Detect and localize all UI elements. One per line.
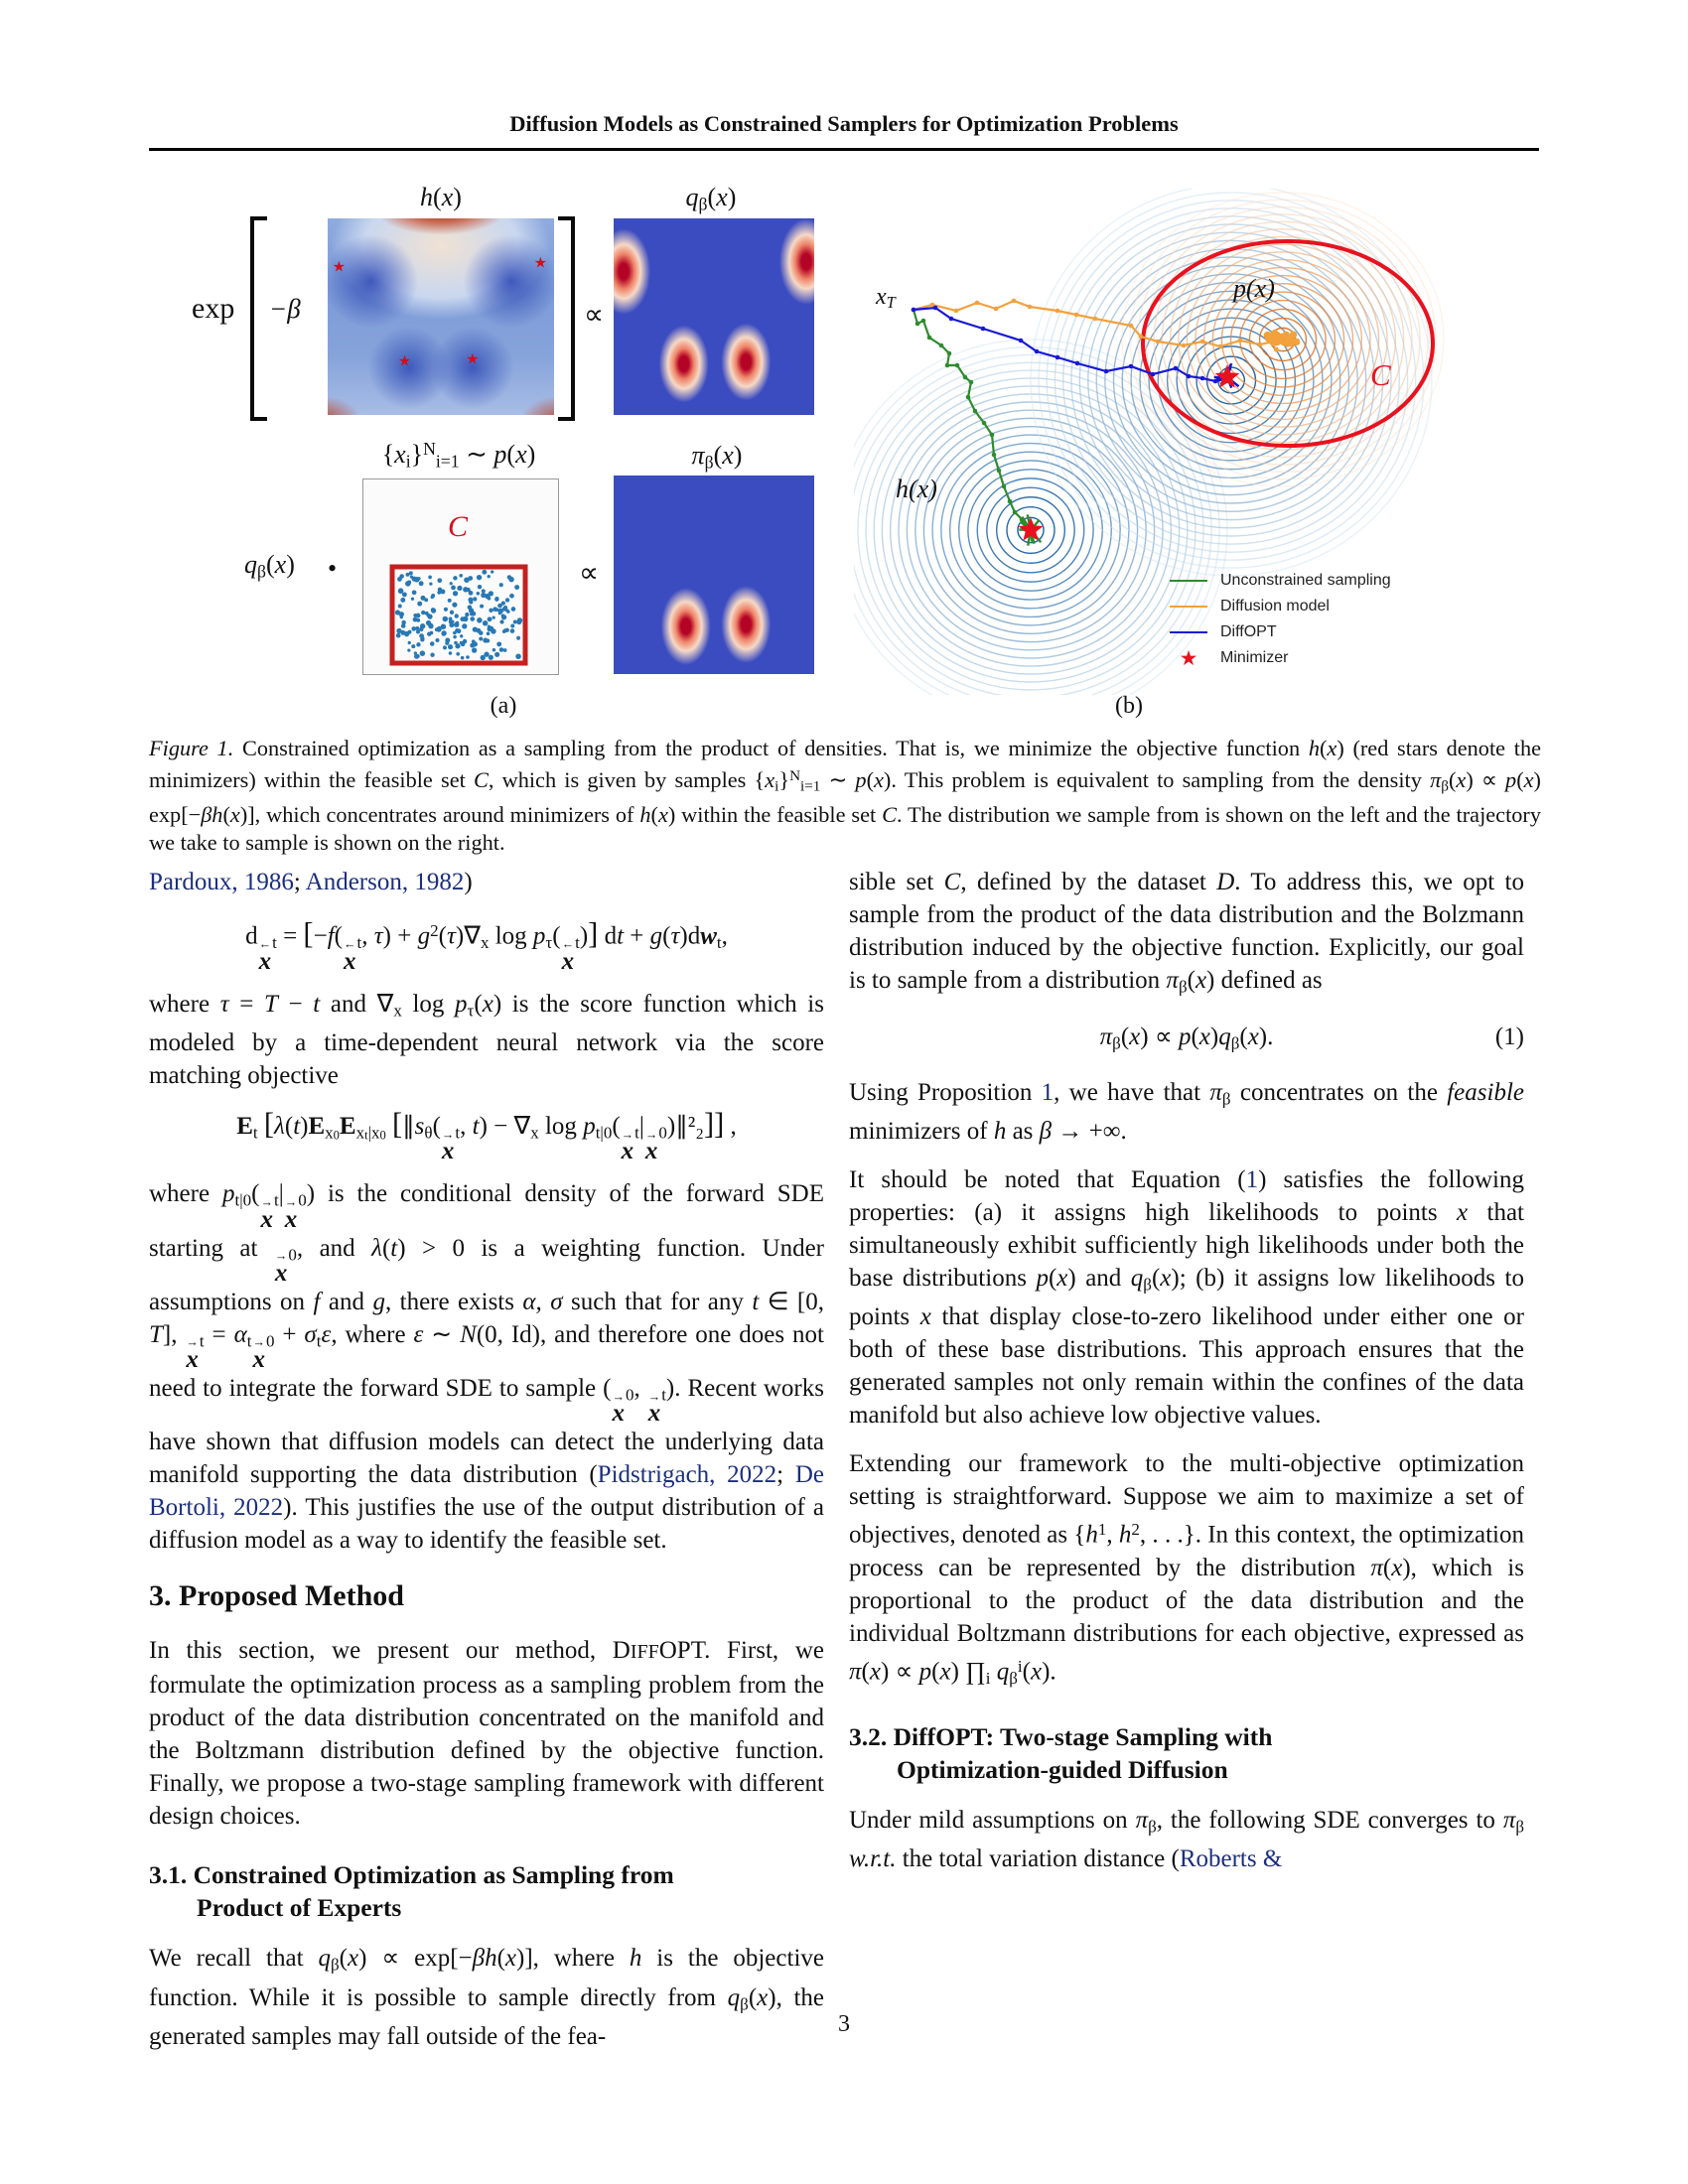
continuation-line: Pardoux, 1986; Anderson, 1982)	[149, 869, 473, 895]
label-qbeta-title: qβ(x)	[685, 183, 737, 214]
legend-star-icon: ★	[1179, 646, 1198, 670]
contour-trajectory-plot	[854, 189, 1559, 695]
legend-label: Minimizer	[1220, 649, 1289, 666]
scatter-dots	[363, 479, 558, 674]
legend-label: Diffusion model	[1220, 598, 1330, 614]
product-dot: •	[328, 554, 338, 583]
label-pibeta-title: πβ(x)	[691, 441, 743, 473]
label-px: p(x)	[1233, 274, 1275, 303]
page-number: 3	[838, 2011, 850, 2037]
legend-label: DiffOPT	[1220, 623, 1277, 640]
feasible-set-label: C	[447, 510, 469, 543]
citation-link[interactable]: 1	[1245, 1165, 1259, 1193]
paragraph: sible set C, defined by the dataset D. To address this, we opt to sample from the product of the data distribution and the Bolzmann distribution induced by the objective function. Explicitly, our goal is to sample from a distribution πβ(x) defined as	[849, 869, 1524, 997]
paragraph: It should be noted that Equation (1) satisfies the following properties: (a) it assigns high likelihoods to points x that simultaneously exhibit sufficiently high likelihoods under both the base distributions p(x) and qβ(x); (b) it assigns low likelihoods to points x that display close-to-zero likelihood under either one or both of these base distributions. This approach ensures that the generated samples not only remain within the confines of the data manifold but also achieve low objective values.	[849, 1165, 1524, 1429]
paragraph: Under mild assumptions on πβ, the following SDE converges to πβ w.r.t. the total variation distance (Roberts &	[849, 1806, 1524, 1872]
legend-row	[1170, 594, 1391, 619]
right-bracket	[558, 216, 575, 421]
citation-link[interactable]: De Bortoli, 2022	[149, 1461, 824, 1522]
label-hx-title: h(x)	[420, 183, 462, 211]
paragraph: where pt|0( → x t| → x 0) is the conditional density of the forward SDE starting at → x 0, and λ(t) > 0 is a weighting function. Under assumptions on f and g, there exists α, σ such that for any t ∈ [0, T], → x t = αt → x 0 + σtε, where ε ∼ N(0, Id), and therefore one does not need to integrate the forward SDE to sample ( → x 0, → x t). Recent works have shown that diffusion models can detect the underlying data manifold supporting the data distribution (Pidstrigach, 2022; De Bortoli, 2022). This justifies the use of the output distribution of a diffusion model as a way to identify the feasible set.	[149, 1180, 824, 1555]
plot-legend	[1170, 568, 1391, 671]
paragraph: We recall that qβ(x) ∝ exp[−βh(x)], where h is the objective function. While it is possible to sample directly from qβ(x), the generated samples may fall outside of the fea-	[149, 1945, 825, 2050]
paragraph: In this section, we present our method, DIFFOPT. First, we formulate the optimization process as a sampling problem from the product of the data distribution concentrated on the manifold and the Boltzmann distribution defined by the objective function. Finally, we propose a two-stage sampling framework with different design choices.	[149, 1637, 824, 1831]
heatmap-objective-hx	[328, 218, 554, 415]
equation-score-matching: Et [$\lambda(t)Ex_0Ex_t|x_0$ [∥sθ( → x t, t) − ∇x log pt|0( → x t| → x 0)∥²₂]] ,	[236, 1107, 737, 1165]
exp-operator: exp	[192, 292, 235, 325]
scatter-samples-panel	[362, 478, 559, 675]
subfigure-b-label: (b)	[1115, 693, 1143, 719]
label-qbeta-factor: qβ(x)	[244, 550, 295, 582]
section-heading-3: 3. Proposed Method	[149, 1579, 404, 1613]
minimizer-star-icon: ★	[332, 259, 347, 275]
minimizer-star-icon: ★	[397, 353, 412, 370]
header-rule	[149, 148, 1539, 151]
paragraph: Extending our framework to the multi-objective optimization setting is straightforward. Suppose we aim to maximize a set of objectives, denoted as {$h^1$, $h^2$, . . .}. In this context, the optimization process can be represented by the distribution π(x), which is proportional to the product of the data distribution and the individual Boltzmann distributions for each objective, expressed as π(x) ∝ p(x) ∏i $q\beta^i(x)$.	[849, 1450, 1524, 1688]
citation-link[interactable]: Pardoux, 1986	[149, 869, 294, 895]
propto-symbol: ∝	[584, 300, 605, 331]
heatmap-qbeta	[614, 218, 814, 415]
running-title: Diffusion Models as Constrained Samplers for Optimization Problems	[509, 111, 1179, 136]
left-column	[149, 866, 824, 2069]
minimizer-star-icon: ★	[533, 255, 548, 272]
label-xT: xT	[876, 284, 896, 313]
label-feasible-set: C	[1370, 357, 1391, 392]
equation-backward-sde: d ← x t = [−f( ← x t, $\tau) + g^2(\tau)\nabla x$ log pτ( ← x t)] dt + g(τ)dwt,	[245, 916, 728, 975]
figure-caption: Figure 1. Constrained optimization as a sampling from the product of densities. That is, we minimize the objective function h(x) (red stars denote the minimizers) within the feasible set C, which is given by samples {xi}$^N$i=1 ∼ p(x). This problem is equivalent to sampling from the density πβ(x) ∝ p(x) exp[−βh(x)], which concentrates around minimizers of h(x) within the feasible set C. The distribution we sample from is shown on the left and the trajectory we take to sample is shown on the right.	[149, 736, 1541, 855]
equation-number: (1)	[1494, 1024, 1524, 1051]
subsection-heading-3-1: 3.1. Constrained Optimization as Sampling from Product of Experts	[149, 1860, 674, 1923]
legend-label: Unconstrained sampling	[1220, 572, 1391, 589]
legend-line-blue-icon	[1170, 631, 1207, 633]
legend-row	[1170, 645, 1391, 671]
equation-1: πβ(x) ∝ p(x)qβ(x).	[1099, 1024, 1274, 1053]
legend-line-orange-icon	[1170, 606, 1207, 608]
heatmap-pibeta	[614, 476, 814, 674]
minimizer-star-icon: ★	[466, 351, 480, 368]
paragraph: Using Proposition 1, we have that πβ concentrates on the feasible minimizers of h as β → +∞.	[849, 1078, 1524, 1145]
propto-symbol: ∝	[579, 558, 600, 589]
citation-link[interactable]: 1	[1041, 1078, 1055, 1106]
subsection-heading-3-2: 3.2. DiffOPT: Two-stage Sampling with Optimization-guided Diffusion	[849, 1721, 1273, 1784]
subfigure-a-label: (a)	[490, 693, 517, 719]
label-samples-title: {xi}$^N$i=1 ∼ p(x)	[381, 439, 536, 472]
right-column	[849, 866, 1524, 1891]
legend-row	[1170, 568, 1391, 594]
citation-link[interactable]: Roberts &	[1179, 1844, 1283, 1872]
legend-line-green-icon	[1170, 580, 1207, 582]
paragraph: where τ = T − t and ∇x log pτ(x) is the score function which is modeled by a time-dependent neural network via the score matching objective	[149, 990, 824, 1090]
minus-beta: −β	[269, 294, 301, 324]
equation-1-row	[849, 1021, 1524, 1059]
left-bracket	[250, 216, 267, 421]
citation-link[interactable]: Anderson, 1982	[305, 869, 465, 895]
legend-row	[1170, 619, 1391, 645]
citation-link[interactable]: Pidstrigach, 2022	[597, 1461, 777, 1489]
label-hx: h(x)	[896, 475, 937, 503]
